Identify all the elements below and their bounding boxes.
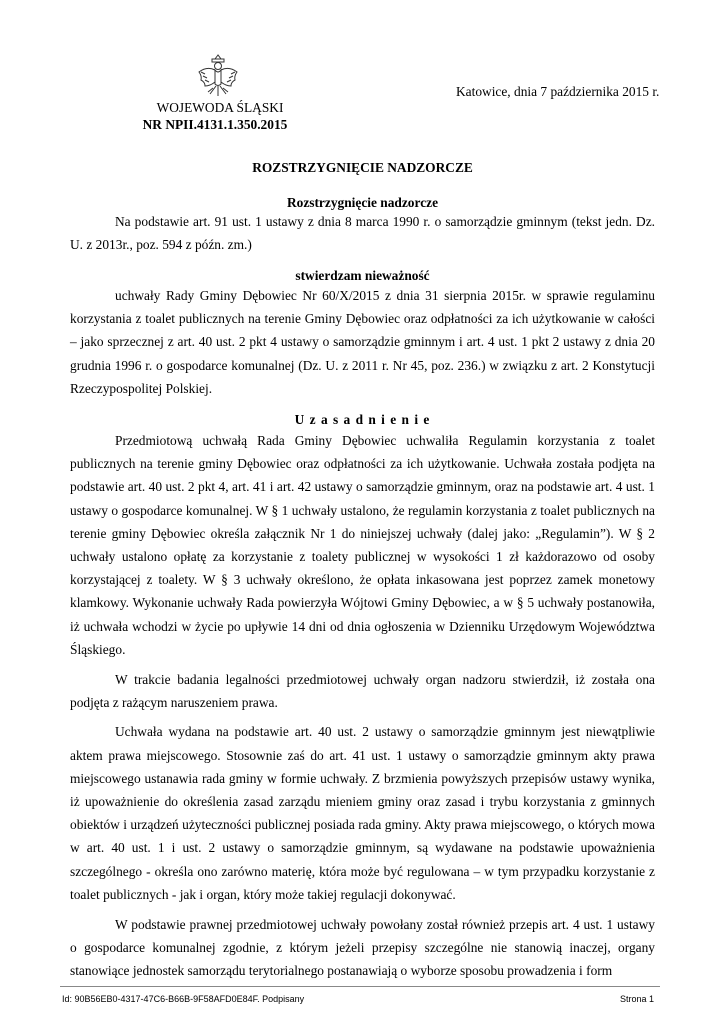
issuer-block bbox=[142, 99, 290, 133]
case-number: NR NPII.4131.1.350.2015 bbox=[142, 117, 288, 132]
legal-basis-section bbox=[70, 210, 655, 263]
issuer-name: WOJEWODA ŚLĄSKI bbox=[156, 100, 284, 115]
justification-body bbox=[70, 429, 655, 989]
polish-eagle-emblem-icon bbox=[195, 52, 241, 100]
justification-paragraph: W podstawie prawnej przedmiotowej uchwały powołany został również przepis art. 4 ust. 1 ustawy o gospodarce komunalnej zgodnie, z którym jeżeli przepisy szczególne nie stanowią inaczej, organy stanowiące jednostek samorządu terytorialnego postanawiają o wyborze sposobu prowadzenia i form bbox=[70, 916, 655, 978]
legal-basis-paragraph: Na podstawie art. 91 ust. 1 ustawy z dnia 8 marca 1990 r. o samorządzie gminnym (tekst jedn. Dz. U. z 2013r., poz. 594 z późn. zm.) bbox=[70, 214, 655, 253]
document-subtitle: Rozstrzygnięcie nadzorcze bbox=[286, 195, 439, 210]
place-and-date: Katowice, dnia 7 października 2015 r. bbox=[456, 84, 660, 99]
justification-paragraph: W trakcie badania legalności przedmiotowej uchwały organ nadzoru stwierdził, iż została ona podjęta z rażącym naruszeniem prawa. bbox=[70, 671, 655, 710]
justification-paragraph: Uchwała wydana na podstawie art. 40 ust. 2 ustawy o samorządzie gminnym jest niewątpliwie aktem prawa miejscowego. Stosownie zaś do art. 41 ust. 1 ustawy o samorządzie gminnym akty prawa miejscowego ustanawia rada gminy w formie uchwały. Z brzmienia powyższych przepisów ustawy wynika, iż upoważnienie do określenia zasad zarządu mieniem gminy oraz zasad i trybu korzystania z gminnych obiektów i urządzeń użyteczności publicznej posiada rada gminy. Akty prawa miejscowego, o których mowa w art. 40 ust. 1 i ust. 2 ustawy o samorządzie gminnym, są wydawane na podstawie upoważnienia szczególnego - określa ono zarówno materię, która może być regulowana – w tym przypadku korzystanie z toalet publicznych - jak i organ, który może takiej regulacji dokonywać. bbox=[70, 724, 655, 902]
page-number: Strona 1 bbox=[620, 994, 655, 1004]
footer-divider bbox=[60, 986, 660, 987]
decision-section bbox=[70, 284, 655, 407]
document-title: ROZSTRZYGNIĘCIE NADZORCZE bbox=[252, 160, 473, 175]
justification-heading: U z a s a d n i e n i e bbox=[294, 412, 431, 427]
justification-paragraph: Przedmiotową uchwałą Rada Gminy Dębowiec uchwaliła Regulamin korzystania z toalet publicznych na terenie gminy Dębowiec oraz odpłatności za ich użytkowanie. Uchwała została podjęta na podstawie art. 40 ust. 2 pkt 4, art. 41 i art. 42 ustawy o samorządzie gminnym, oraz na podstawie art. 4 ust. 1 ustawy o gospodarce komunalnej. W § 1 uchwały ustalono, że regulamin korzystania z toalet publicznych na terenie gminy Dębowiec określa załącznik Nr 1 do niniejszej uchwały (dalej jako: „Regulamin”). W § 2 uchwały ustalono opłatę za korzystanie z toalety publicznej w wysokości 1 zł każdorazowo od osoby korzystającej z toalety. W § 3 uchwały określono, że opłata inkasowana jest poprzez zamek monetowy klamkowy. Wykonanie uchwały Rada powierzyła Wójtowi Gminy Dębowiec, a w § 5 uchwały postanowiła, iż uchwała wchodzi w życie po upływie 14 dni od dnia ogłoszenia w Dzienniku Urzędowym Województwa Śląskiego. bbox=[70, 433, 655, 657]
decision-heading: stwierdzam nieważność bbox=[295, 268, 430, 283]
document-id: Id: 90B56EB0-4317-47C6-B66B-9F58AFD0E84F. Podpisany bbox=[62, 994, 305, 1004]
decision-paragraph: uchwały Rady Gminy Dębowiec Nr 60/X/2015 z dnia 31 sierpnia 2015r. w sprawie regulaminu korzystania z toalet publicznych na terenie Gminy Dębowiec oraz odpłatności za ich użytkowanie w całości – jako sprzecznej z art. 40 ust. 2 pkt 4 ustawy o samorządzie gminnym i art. 4 ust. 1 pkt 2 ustawy z dnia 20 grudnia 1996 r. o gospodarce komunalnej (Dz. U. z 2011 r. Nr 45, poz. 236.) w związku z art. 2 Konstytucji Rzeczypospolitej Polskiej. bbox=[70, 288, 655, 396]
